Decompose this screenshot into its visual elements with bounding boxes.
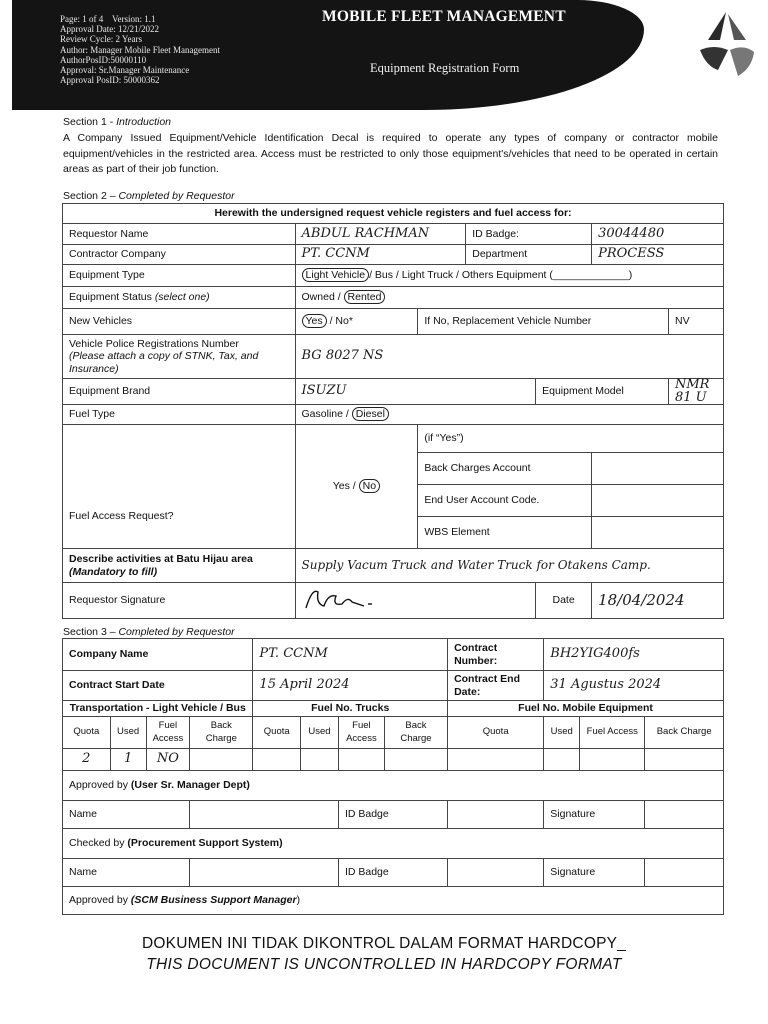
requestor-signature-label: Requestor Signature (63, 583, 296, 619)
page-number: Page: 1 of 4 (60, 14, 104, 24)
approved-by-scm-label: Approved by (SCM Business Support Manager) (63, 887, 724, 915)
dept-name-label: Name (63, 801, 190, 829)
new-vehicle-no-option[interactable]: / No* (329, 315, 353, 328)
col-back-charge: Back Charge (384, 717, 447, 749)
requestor-signature-field[interactable] (295, 583, 536, 619)
procurement-id-badge-label: ID Badge (338, 859, 447, 887)
procurement-signature-field[interactable] (645, 859, 724, 887)
procurement-signature-label: Signature (544, 859, 645, 887)
mobile-quota-field[interactable] (448, 749, 544, 771)
dept-id-badge-field[interactable] (448, 801, 544, 829)
contract-number-label: Contract Number: (448, 639, 544, 671)
status-rented-option[interactable]: Rented (344, 290, 386, 304)
section1-text: A Company Issued Equipment/Vehicle Identification Decal is required to operate any types of company or contractor mobile equipment/vehicles in the restricted area. Access must be restricted to only those equipment's/vehicles that need to be operated in certain areas as part of their job function. (63, 132, 718, 175)
requestor-name-field[interactable]: ABDUL RACHMAN (295, 224, 466, 245)
approved-by-dept-label: Approved by (User Sr. Manager Dept) (63, 771, 724, 801)
author-pos-id: AuthorPosID:50000110 (60, 54, 147, 65)
fuel-trucks-group-header: Fuel No. Trucks (253, 701, 448, 717)
replacement-vehicle-label: If No, Replacement Vehicle Number (418, 309, 669, 335)
equipment-brand-field[interactable]: ISUZU (295, 379, 536, 405)
trucks-used-field[interactable] (301, 749, 339, 771)
dept-id-badge-label: ID Badge (338, 801, 447, 829)
equipment-brand-label: Equipment Brand (63, 379, 296, 405)
section2-table (62, 203, 724, 619)
dept-signature-label: Signature (544, 801, 645, 829)
fuel-gasoline-option[interactable]: Gasoline / (301, 408, 349, 421)
trucks-back-charge-field[interactable] (384, 749, 447, 771)
equipment-type-selected[interactable]: Light Vehicle (302, 268, 370, 282)
contract-end-label: Contract End Date: (448, 671, 544, 701)
equipment-model-field[interactable]: NMR 81 U (668, 379, 723, 405)
new-vehicles-label: New Vehicles (63, 309, 296, 335)
document-subtitle: Equipment Registration Form (370, 61, 520, 75)
col-fuel-access: Fuel Access (338, 717, 384, 749)
equipment-status-label: Equipment Status (select one) (63, 287, 296, 309)
back-charges-account-field[interactable] (592, 453, 724, 485)
document-header (12, 0, 644, 110)
approval-date: Approval Date: 12/21/2022 (60, 24, 159, 35)
fuel-access-options[interactable] (295, 425, 418, 549)
dept-name-field[interactable] (190, 801, 339, 829)
footer-notice-id: DOKUMEN INI TIDAK DIKONTROL DALAM FORMAT HARDCOPY_ (142, 935, 626, 952)
trucks-quota-field[interactable] (253, 749, 301, 771)
col-back-charge: Back Charge (190, 717, 253, 749)
col-back-charge: Back Charge (645, 717, 724, 749)
status-owned-option[interactable]: Owned / (301, 291, 341, 304)
trucks-fuel-access-field[interactable] (338, 749, 384, 771)
contract-start-field[interactable]: 15 April 2024 (253, 671, 448, 701)
fuel-type-label: Fuel Type (63, 405, 296, 425)
procurement-id-badge-field[interactable] (448, 859, 544, 887)
approval-pos-id: Approval PosID: 50000362 (60, 75, 160, 86)
back-charges-account-label: Back Charges Account (418, 453, 592, 485)
equipment-type-label: Equipment Type (63, 265, 296, 287)
date-field[interactable]: 18/04/2024 (592, 583, 724, 619)
wbs-element-field[interactable] (592, 517, 724, 549)
col-fuel-access: Fuel Access (146, 717, 190, 749)
id-badge-label: ID Badge: (466, 224, 592, 245)
end-user-account-field[interactable] (592, 485, 724, 517)
fuel-access-label: Fuel Access Request? (63, 425, 296, 549)
transport-used-field[interactable]: 1 (110, 749, 146, 771)
transport-quota-field[interactable]: 2 (63, 749, 111, 771)
activities-label: Describe activities at Batu Hijau area (Mandatory to fill) (63, 549, 296, 583)
footer-notice-en: THIS DOCUMENT IS UNCONTROLLED IN HARDCOPY FORMAT (146, 956, 622, 973)
company-name-label: Company Name (63, 639, 253, 671)
procurement-name-field[interactable] (190, 859, 339, 887)
activities-field[interactable]: Supply Vacum Truck and Water Truck for Otakens Camp. (295, 549, 723, 583)
if-yes-note: (if “Yes”) (418, 425, 724, 453)
section3-heading: Section 3 – Completed by Requestor (63, 626, 235, 638)
wbs-element-label: WBS Element (418, 517, 592, 549)
replacement-vehicle-field[interactable]: NV (668, 309, 723, 335)
company-name-field[interactable]: PT. CCNM (253, 639, 448, 671)
transport-fuel-access-field[interactable]: NO (146, 749, 190, 771)
company-logo-icon (694, 10, 758, 80)
contractor-field[interactable]: PT. CCNM (295, 245, 466, 265)
new-vehicles-options[interactable] (295, 309, 418, 335)
equipment-type-other-options: / Bus / Light Truck / Others Equipment (_____________) (369, 269, 633, 282)
author: Author: Manager Mobile Fleet Management (60, 44, 220, 55)
section3-table (62, 638, 724, 915)
approval: Approval: Sr.Manager Maintenance (60, 65, 190, 76)
equipment-type-options[interactable] (295, 265, 723, 287)
equipment-model-label: Equipment Model (536, 379, 669, 405)
contract-end-field[interactable]: 31 Agustus 2024 (544, 671, 724, 701)
fuel-mobile-group-header: Fuel No. Mobile Equipment (448, 701, 724, 717)
document-title: MOBILE FLEET MANAGEMENT (322, 8, 566, 25)
fuel-access-no-option[interactable]: No (359, 479, 380, 493)
department-label: Department (466, 245, 592, 265)
document-meta (60, 14, 220, 85)
fuel-type-options[interactable] (295, 405, 723, 425)
col-quota: Quota (63, 717, 111, 749)
col-quota: Quota (448, 717, 544, 749)
police-registration-field[interactable]: BG 8027 NS (295, 335, 723, 379)
mobile-used-field[interactable] (544, 749, 580, 771)
section2-heading: Section 2 – Completed by Requestor (63, 190, 235, 202)
section2-caption: Herewith the undersigned request vehicle registers and fuel access for: (63, 204, 724, 224)
col-fuel-access: Fuel Access (580, 717, 645, 749)
mobile-fuel-access-field[interactable] (580, 749, 645, 771)
transport-group-header: Transportation - Light Vehicle / Bus (63, 701, 253, 717)
col-used: Used (110, 717, 146, 749)
end-user-account-label: End User Account Code. (418, 485, 592, 517)
police-registration-label: Vehicle Police Registrations Number (Please attach a copy of STNK, Tax, and Insurance) (63, 335, 296, 379)
checked-by-label: Checked by (Procurement Support System) (63, 829, 724, 859)
contract-start-label: Contract Start Date (63, 671, 253, 701)
department-field[interactable]: PROCESS (592, 245, 724, 265)
col-used: Used (301, 717, 339, 749)
transport-back-charge-field[interactable] (190, 749, 253, 771)
mobile-back-charge-field[interactable] (645, 749, 724, 771)
id-badge-field[interactable]: 30044480 (592, 224, 724, 245)
procurement-name-label: Name (63, 859, 190, 887)
dept-signature-field[interactable] (645, 801, 724, 829)
col-used: Used (544, 717, 580, 749)
fuel-diesel-option[interactable]: Diesel (352, 407, 389, 421)
col-quota: Quota (253, 717, 301, 749)
handwritten-signature-icon (302, 584, 382, 614)
requestor-name-label: Requestor Name (63, 224, 296, 245)
equipment-status-options[interactable] (295, 287, 723, 309)
version: Version: 1.1 (112, 14, 156, 24)
review-cycle: Review Cycle: 2 Years (60, 34, 142, 45)
contractor-label: Contractor Company (63, 245, 296, 265)
new-vehicle-yes-option[interactable]: Yes (302, 314, 327, 328)
section1-heading: Section 1 - Introduction (63, 116, 171, 128)
fuel-access-yes-option[interactable]: Yes / (332, 480, 356, 493)
contract-number-field[interactable]: BH2YIG400fs (544, 639, 724, 671)
date-label: Date (536, 583, 592, 619)
